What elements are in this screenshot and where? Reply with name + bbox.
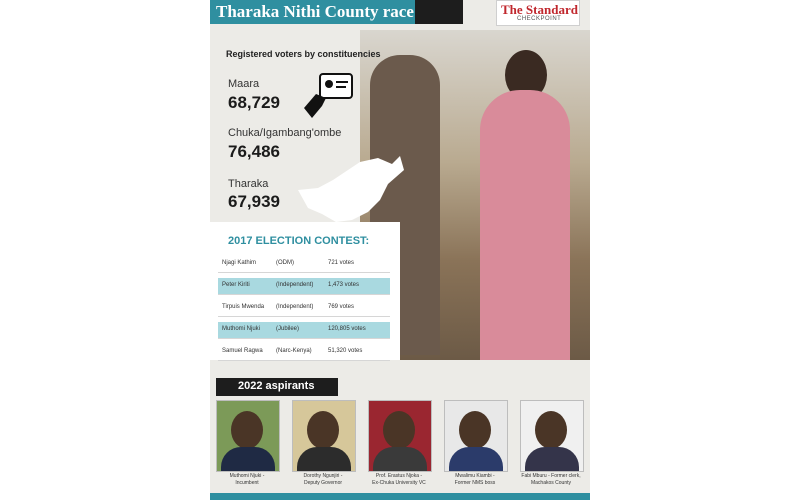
table-row [218, 278, 390, 295]
candidate-votes: 120,805 votes [328, 326, 366, 332]
table-row [218, 344, 390, 361]
aspirant-caption [284, 473, 362, 487]
candidate-votes: 721 votes [328, 260, 355, 266]
page-title: Tharaka Nithi County race [216, 2, 414, 21]
constituency-name: Maara [228, 78, 260, 90]
candidate-name: Peter Kiriti [222, 282, 250, 288]
aspirant-face [307, 411, 339, 449]
aspirant-name: Prof. Erastus Njoka - [375, 473, 423, 479]
candidate-votes: 51,320 votes [328, 348, 363, 354]
constituency-voters: 67,939 [228, 192, 280, 211]
aspirant-body [297, 447, 351, 472]
candidate-votes: 1,473 votes [328, 282, 360, 288]
aspirants-heading-text: 2022 aspirants [238, 380, 315, 392]
aspirant-body [221, 447, 275, 472]
aspirant-name: Dorothy Ngunjiri - [303, 473, 343, 479]
aspirant-face [535, 411, 567, 449]
county-map-icon [288, 150, 408, 230]
candidate-name: Tirpuis Mwenda [222, 304, 265, 310]
aspirant-photo [216, 400, 280, 472]
table-row [218, 322, 390, 339]
aspirant-caption [360, 473, 438, 487]
constituency-name: Chuka/Igambang'ombe [228, 127, 342, 139]
candidate-name: Njagi Kathim [222, 260, 257, 266]
aspirant-name: Mwalimu Kiambi - [455, 473, 495, 479]
aspirant-role: Incumbent [235, 480, 259, 486]
aspirant-photo [444, 400, 508, 472]
candidate-party: (Independent) [276, 282, 314, 288]
aspirant-face [383, 411, 415, 449]
aspirant-role: Deputy Governor [303, 480, 343, 486]
table-row [218, 300, 390, 317]
aspirant-face [459, 411, 491, 449]
aspirant-face [231, 411, 263, 449]
logo-main-text: The Standard [501, 2, 578, 17]
candidate-party: (Narc-Kenya) [276, 348, 312, 354]
aspirant-body [373, 447, 427, 472]
aspirant-photo [368, 400, 432, 472]
candidate-party: (ODM) [276, 260, 294, 266]
aspirant-body [449, 447, 503, 472]
infographic-panel [210, 0, 590, 500]
candidate-name: Muthomi Njuki [222, 326, 261, 332]
voter-card-icon [302, 72, 354, 120]
aspirant-photo [292, 400, 356, 472]
aspirant-caption [436, 473, 514, 487]
standard-logo [496, 0, 580, 26]
aspirant-body [525, 447, 579, 472]
candidate-party: (Independent) [276, 304, 314, 310]
aspirant-role: Former NMS boss [454, 480, 496, 486]
logo-sub-text: CHECKPOINT [517, 16, 562, 22]
voters-subtitle: Registered voters by constituencies [226, 49, 381, 59]
aspirant-name: Muthomi Njuki - [229, 473, 265, 479]
aspirant-role: Ex-Chuka University VC [372, 480, 426, 486]
photo-person-right [480, 90, 570, 360]
candidate-votes: 769 votes [328, 304, 355, 310]
constituency-voters: 76,486 [228, 142, 280, 161]
candidate-name: Samuel Ragwa [222, 348, 263, 354]
aspirant-role: Machakos County [530, 480, 572, 486]
aspirant-photo [520, 400, 584, 472]
aspirants-heading [216, 378, 338, 396]
constituency-name: Tharaka [228, 178, 269, 190]
aspirant-caption [210, 473, 286, 487]
aspirant-caption [512, 473, 590, 487]
table-row [218, 256, 390, 273]
contest-title: 2017 ELECTION CONTEST: [228, 235, 370, 247]
constituency-voters: 68,729 [228, 93, 280, 112]
aspirant-name: Fabi Mburu - Former clerk, [521, 473, 581, 479]
bottom-strip [210, 493, 590, 500]
candidate-party: (Jubilee) [276, 326, 300, 332]
